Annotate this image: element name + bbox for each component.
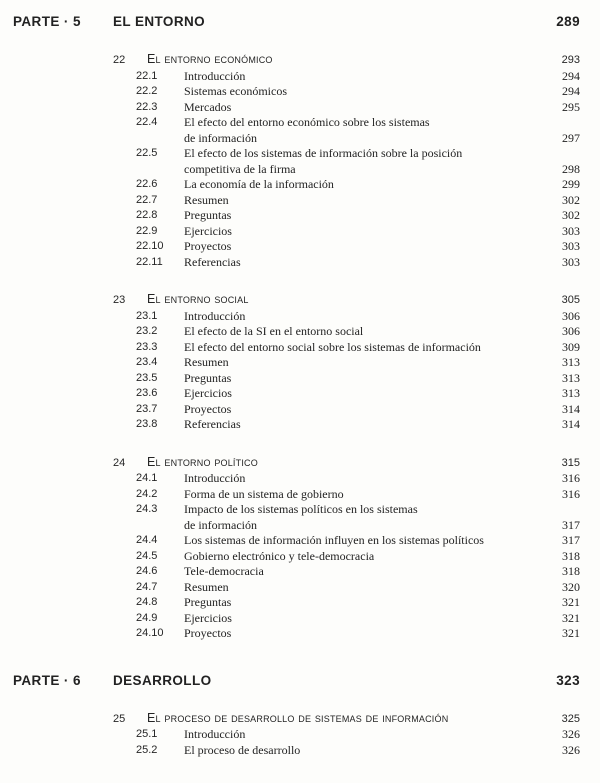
section-number: 22.5 bbox=[136, 147, 158, 159]
section-number: 25.2 bbox=[136, 743, 158, 756]
section-number: 22.4 bbox=[136, 116, 158, 128]
section-title-line: Ejercicios bbox=[184, 610, 232, 625]
section-title bbox=[184, 595, 554, 611]
section-page-number: 309 bbox=[562, 339, 580, 354]
section-page-number: 302 bbox=[562, 208, 580, 222]
section-number: 23.7 bbox=[136, 402, 158, 415]
section-title-line: Tele-democracia bbox=[184, 564, 264, 578]
section-row bbox=[13, 309, 580, 325]
section-number: 22.10 bbox=[136, 240, 164, 252]
section-row bbox=[13, 84, 580, 100]
section-title bbox=[184, 626, 554, 642]
section-title bbox=[184, 224, 554, 240]
section-title bbox=[184, 100, 554, 116]
section-row bbox=[13, 193, 580, 209]
section-page-number: 306 bbox=[562, 308, 580, 323]
chapter-page-number: 305 bbox=[561, 294, 580, 306]
section-page-number: 317 bbox=[562, 533, 580, 547]
section-number: 24.9 bbox=[136, 611, 158, 624]
section-title bbox=[184, 487, 554, 503]
section-page-number: 303 bbox=[562, 239, 580, 253]
section-page-number: 318 bbox=[562, 564, 580, 578]
section-page-number: 317 bbox=[562, 517, 580, 532]
part-row bbox=[13, 13, 580, 30]
section-title bbox=[184, 371, 554, 387]
section-title bbox=[184, 340, 554, 356]
section-title bbox=[184, 611, 554, 627]
section-number: 23.6 bbox=[136, 387, 158, 399]
section-title-line: Resumen bbox=[184, 355, 229, 369]
section-number: 23.4 bbox=[136, 356, 158, 368]
chapter-number: 24 bbox=[113, 456, 126, 469]
section-title bbox=[184, 417, 554, 433]
section-number: 25.1 bbox=[136, 728, 158, 740]
section-page-number: 313 bbox=[562, 355, 580, 369]
section-title bbox=[184, 533, 554, 549]
section-title-line: Referencias bbox=[184, 417, 241, 431]
section-number: 24.10 bbox=[136, 627, 164, 639]
section-title bbox=[184, 743, 554, 759]
section-title bbox=[184, 564, 554, 580]
section-title bbox=[184, 727, 554, 743]
section-title-line: Proyectos bbox=[184, 626, 232, 640]
section-number: 24.8 bbox=[136, 596, 158, 608]
section-row bbox=[13, 564, 580, 580]
section-page-number: 306 bbox=[562, 324, 580, 338]
section-page-number: 326 bbox=[562, 727, 580, 741]
section-title-line: Preguntas bbox=[184, 208, 232, 222]
section-title bbox=[184, 84, 554, 100]
section-page-number: 303 bbox=[562, 254, 580, 269]
section-title-line: El efecto del entorno económico sobre los sistemas bbox=[184, 115, 430, 129]
chapter-page-number: 293 bbox=[561, 54, 580, 66]
chapter-row bbox=[13, 711, 580, 728]
chapter-block bbox=[13, 455, 580, 642]
section-number: 23.3 bbox=[136, 340, 158, 353]
section-number: 24.1 bbox=[136, 472, 158, 484]
section-page-number: 294 bbox=[562, 68, 580, 83]
section-title-line: La economía de la información bbox=[184, 177, 334, 191]
section-number: 23.8 bbox=[136, 418, 158, 430]
section-title bbox=[184, 324, 554, 340]
section-number: 23.2 bbox=[136, 325, 158, 337]
section-title bbox=[184, 355, 554, 371]
section-title-line: Introducción bbox=[184, 727, 246, 741]
chapter-block bbox=[13, 711, 580, 759]
section-number: 22.1 bbox=[136, 69, 158, 82]
section-page-number: 320 bbox=[562, 579, 580, 594]
section-page-number: 316 bbox=[562, 486, 580, 501]
section-title-line: competitiva de la firma bbox=[184, 161, 296, 176]
section-row bbox=[13, 402, 580, 418]
chapter-title: El entorno económico bbox=[147, 52, 273, 66]
section-title bbox=[184, 502, 554, 533]
section-page-number: 321 bbox=[562, 626, 580, 640]
section-row bbox=[13, 386, 580, 402]
section-page-number: 313 bbox=[562, 370, 580, 385]
section-title bbox=[184, 115, 554, 146]
section-row bbox=[13, 371, 580, 387]
chapter-row bbox=[13, 52, 580, 69]
section-number: 22.9 bbox=[136, 224, 158, 237]
section-page-number: 297 bbox=[562, 130, 580, 145]
section-title bbox=[184, 309, 554, 325]
part-title: DESARROLLO bbox=[113, 672, 212, 688]
section-title-line: Preguntas bbox=[184, 595, 232, 609]
section-title-line: Ejercicios bbox=[184, 223, 232, 238]
section-row bbox=[13, 611, 580, 627]
section-page-number: 314 bbox=[562, 417, 580, 431]
section-title bbox=[184, 177, 554, 193]
section-row bbox=[13, 100, 580, 116]
part-label: PARTE · 6 bbox=[13, 672, 81, 688]
section-title-line: El efecto del entorno social sobre los sistemas de información bbox=[184, 339, 481, 354]
section-page-number: 321 bbox=[562, 610, 580, 625]
section-number: 22.8 bbox=[136, 209, 158, 221]
chapter-row bbox=[13, 455, 580, 472]
chapter-title: El entorno político bbox=[147, 454, 258, 469]
section-title bbox=[184, 580, 554, 596]
section-row bbox=[13, 471, 580, 487]
section-title-line: Introducción bbox=[184, 308, 246, 323]
section-title-line: Resumen bbox=[184, 579, 229, 594]
section-title-line: Proyectos bbox=[184, 239, 232, 253]
section-title-line: Gobierno electrónico y tele-democracia bbox=[184, 548, 375, 563]
section-row bbox=[13, 208, 580, 224]
section-row bbox=[13, 224, 580, 240]
part-row bbox=[13, 672, 580, 689]
section-page-number: 302 bbox=[562, 192, 580, 207]
section-number: 24.2 bbox=[136, 487, 158, 500]
section-title-line: El efecto de la SI en el entorno social bbox=[184, 324, 364, 338]
section-title-line: El efecto de los sistemas de información sobre la posición bbox=[184, 146, 463, 160]
section-number: 24.4 bbox=[136, 534, 158, 546]
section-title-line: Los sistemas de información influyen en los sistemas políticos bbox=[184, 533, 484, 547]
section-row bbox=[13, 355, 580, 371]
part-title: EL ENTORNO bbox=[113, 14, 206, 29]
section-row bbox=[13, 115, 580, 146]
section-title-line: de información bbox=[184, 130, 257, 145]
section-row bbox=[13, 502, 580, 533]
section-title-line: Mercados bbox=[184, 99, 232, 114]
section-number: 23.5 bbox=[136, 371, 158, 384]
section-page-number: 299 bbox=[562, 177, 580, 191]
section-number: 24.6 bbox=[136, 565, 158, 577]
section-number: 22.7 bbox=[136, 193, 158, 206]
section-page-number: 321 bbox=[562, 595, 580, 609]
section-row bbox=[13, 340, 580, 356]
section-title-line: Ejercicios bbox=[184, 386, 232, 400]
section-title-line: Sistemas económicos bbox=[184, 84, 287, 98]
chapter-title: El proceso de desarrollo de sistemas de información bbox=[147, 710, 449, 725]
section-number: 22.6 bbox=[136, 178, 158, 190]
chapter-number: 23 bbox=[113, 294, 126, 306]
chapter-page-number: 325 bbox=[561, 712, 580, 725]
chapter-number: 22 bbox=[113, 54, 126, 66]
section-title bbox=[184, 208, 554, 224]
section-row bbox=[13, 417, 580, 433]
section-title bbox=[184, 239, 554, 255]
section-number: 22.3 bbox=[136, 100, 158, 113]
chapter-block bbox=[13, 292, 580, 433]
section-row bbox=[13, 743, 580, 759]
section-title-line: Impacto de los sistemas políticos en los sistemas bbox=[184, 502, 418, 516]
section-row bbox=[13, 580, 580, 596]
section-page-number: 318 bbox=[562, 548, 580, 563]
toc bbox=[13, 13, 580, 758]
section-title-line: El proceso de desarrollo bbox=[184, 742, 301, 757]
chapter-row bbox=[13, 292, 580, 309]
section-page-number: 303 bbox=[562, 223, 580, 238]
section-title-line: de información bbox=[184, 517, 257, 532]
section-row bbox=[13, 487, 580, 503]
part-block bbox=[13, 13, 580, 642]
section-title bbox=[184, 193, 554, 209]
chapter-number: 25 bbox=[113, 712, 126, 725]
section-page-number: 298 bbox=[562, 161, 580, 176]
section-title bbox=[184, 69, 554, 85]
section-page-number: 313 bbox=[562, 386, 580, 400]
section-row bbox=[13, 626, 580, 642]
section-number: 24.5 bbox=[136, 549, 158, 562]
part-block bbox=[13, 672, 580, 759]
chapter-title: El entorno social bbox=[147, 292, 249, 306]
section-title-line: Referencias bbox=[184, 254, 241, 269]
part-page-number: 323 bbox=[556, 672, 580, 688]
section-row bbox=[13, 177, 580, 193]
section-title bbox=[184, 255, 554, 271]
section-title-line: Preguntas bbox=[184, 370, 232, 385]
section-row bbox=[13, 727, 580, 743]
section-row bbox=[13, 146, 580, 177]
section-title bbox=[184, 402, 554, 418]
section-title bbox=[184, 549, 554, 565]
part-page-number: 289 bbox=[556, 14, 580, 29]
section-title-line: Proyectos bbox=[184, 401, 232, 416]
section-row bbox=[13, 549, 580, 565]
section-number: 24.3 bbox=[136, 503, 158, 515]
section-number: 23.1 bbox=[136, 309, 158, 322]
section-title-line: Resumen bbox=[184, 192, 229, 207]
section-title bbox=[184, 471, 554, 487]
part-label: PARTE · 5 bbox=[13, 14, 81, 29]
section-page-number: 316 bbox=[562, 471, 580, 485]
section-page-number: 295 bbox=[562, 99, 580, 114]
section-page-number: 314 bbox=[562, 401, 580, 416]
chapter-page-number: 315 bbox=[561, 456, 580, 469]
section-row bbox=[13, 533, 580, 549]
section-title-line: Introducción bbox=[184, 471, 246, 485]
section-title-line: Introducción bbox=[184, 68, 246, 83]
section-page-number: 294 bbox=[562, 84, 580, 98]
section-row bbox=[13, 255, 580, 271]
section-row bbox=[13, 69, 580, 85]
section-number: 24.7 bbox=[136, 580, 158, 593]
section-title bbox=[184, 146, 554, 177]
chapter-block bbox=[13, 52, 580, 270]
section-page-number: 326 bbox=[562, 742, 580, 757]
section-title bbox=[184, 386, 554, 402]
section-row bbox=[13, 324, 580, 340]
section-number: 22.11 bbox=[136, 255, 163, 268]
section-number: 22.2 bbox=[136, 85, 158, 97]
section-title-line: Forma de un sistema de gobierno bbox=[184, 486, 344, 501]
section-row bbox=[13, 239, 580, 255]
section-row bbox=[13, 595, 580, 611]
